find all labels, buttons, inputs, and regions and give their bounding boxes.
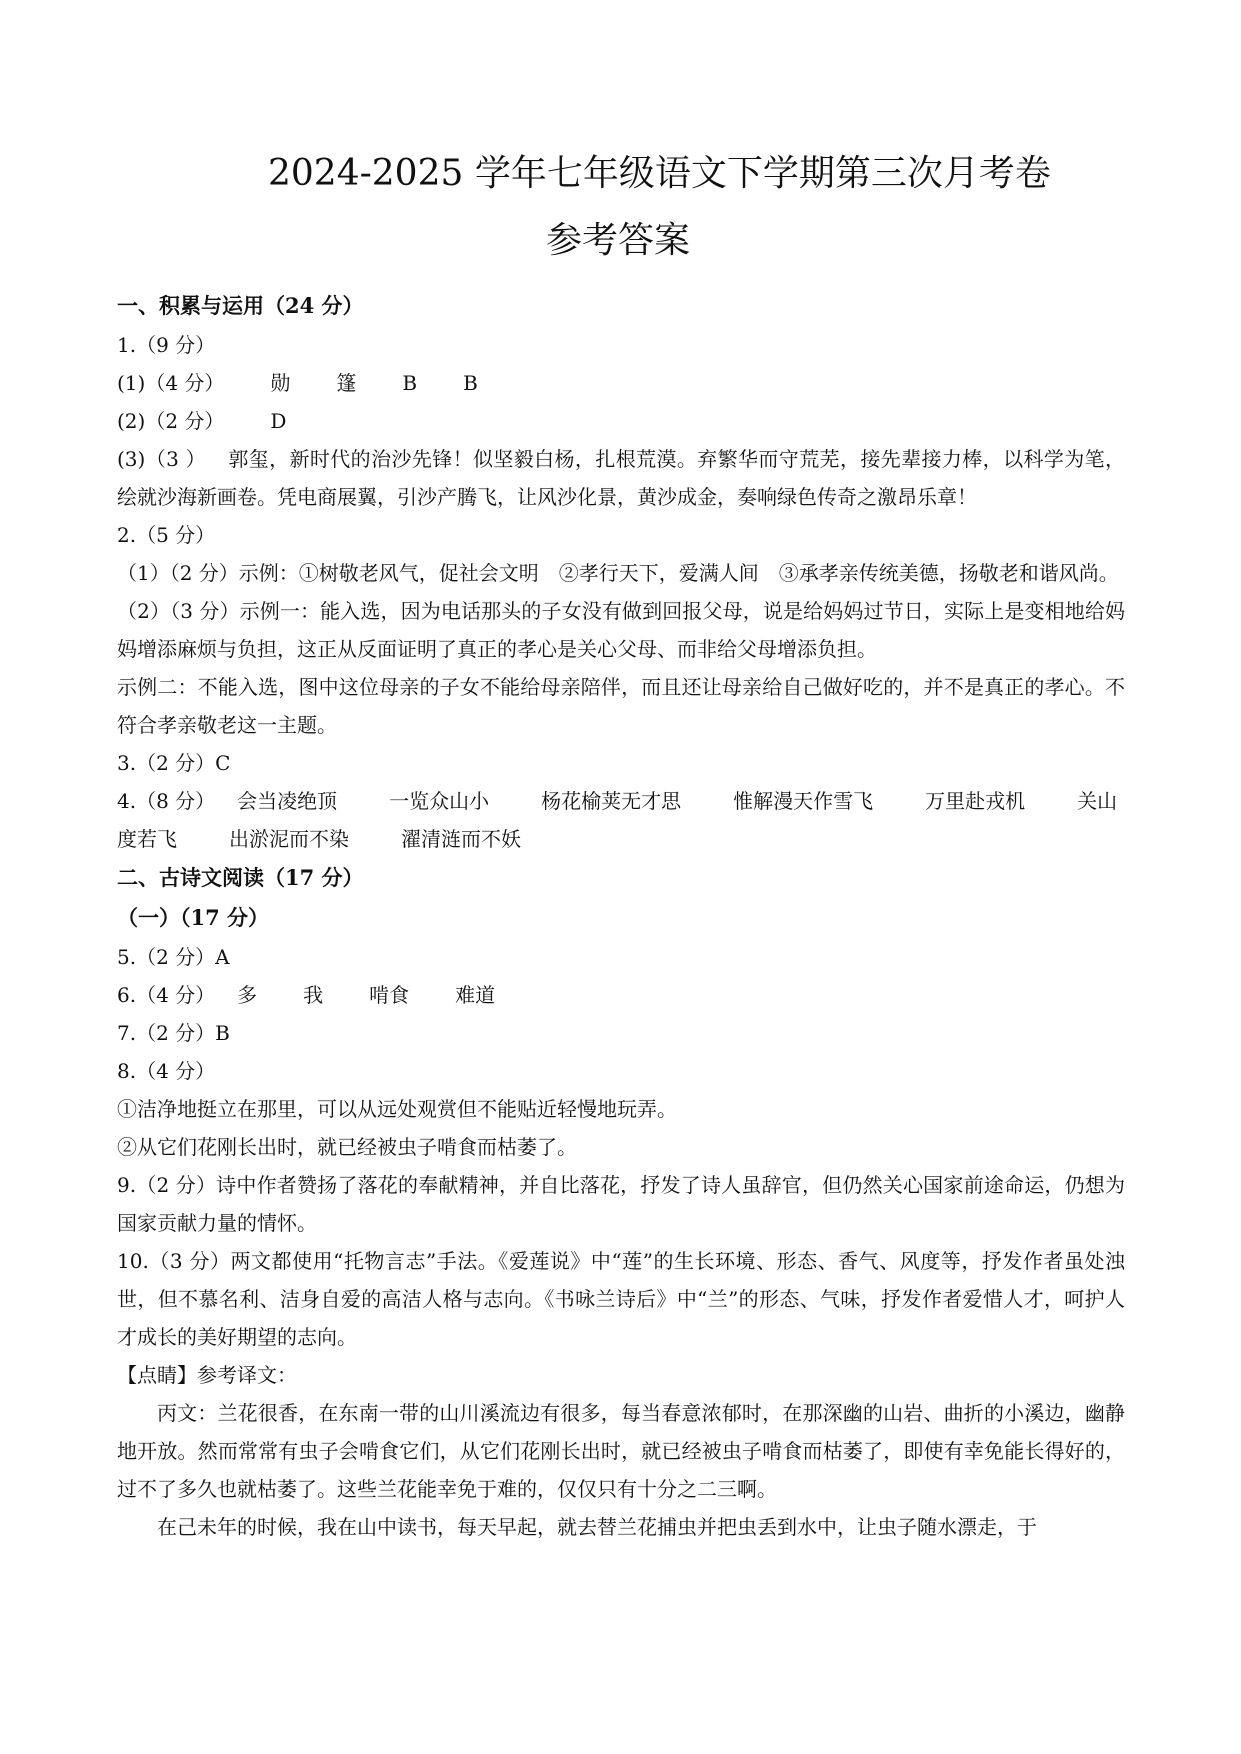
question-2-part-1: （1）（2 分）示例：①树敬老风气，促社会文明 ②孝行天下，爱满人间 ③承孝亲传统美德，扬敬老和谐风尚。 [117,561,1119,585]
question-3: 3.（2 分）C [117,751,231,775]
answer-item: 惟解漫天作雪飞 [733,789,874,813]
question-4 [117,782,1125,858]
part-label: (1)（4 分） [117,371,225,395]
question-8-answer-1: ①洁净地挺立在那里，可以从远处观赏但不能贴近轻慢地玩弄。 [117,1097,677,1121]
question-2-label: 2.（5 分） [117,523,216,547]
answer-item: 勋 [270,371,291,395]
question-7: 7.（2 分）B [117,1021,230,1045]
answer-item: 关山度若飞 [117,789,1118,851]
question-8-answer-2: ②从它们花刚长出时，就已经被虫子啃食而枯萎了。 [117,1135,577,1159]
section-heading-1: 一、积累与运用（24 分） [117,293,364,318]
answer-item: 难道 [455,983,496,1007]
answer-text: 郭玺，新时代的治沙先锋！似坚毅白杨，扎根荒漠。弃繁华而守荒芜，接先辈接力棒，以科学为笔，绘就沙海新画卷。凭电商展翼，引沙产腾飞，让风沙化景，黄沙成金，奏响绿色传奇之激昂乐章！ [117,447,1125,509]
question-label: 6.（4 分） [117,983,216,1007]
translation-paragraph-1: 丙文：兰花很香，在东南一带的山川溪流边有很多，每当春意浓郁时，在那深幽的山岩、曲折的小溪边，幽静地开放。然而常常有虫子会啃食它们，从它们花刚长出时，就已经被虫子啃食而枯萎了，即使有幸免能长得好的，过不了多久也就枯萎了。这些兰花能幸免于难的，仅仅只有十分之二三啊。 [117,1401,1125,1501]
answer-item: D [270,409,287,433]
answer-item: 多 [237,983,258,1007]
question-10: 10.（3 分）两文都使用“托物言志”手法。《爱莲说》中“莲”的生长环境、形态、香气、风度等，抒发作者虽处浊世，但不慕名利、洁身自爱的高洁人格与志向。《书咏兰诗后》中“兰”的形态、气味，抒发作者爱惜人才，呵护人才成长的美好期望的志向。 [117,1249,1125,1349]
question-label: 4.（8 分） [117,789,216,813]
answer-item: 出淤泥而不染 [229,827,349,851]
part-label: (2)（2 分） [117,409,225,433]
question-2-part-2: （2）（3 分）示例一：能入选，因为电话那头的子女没有做到回报父母，说是给妈妈过节日，实际上是变相地给妈妈增添麻烦与负担，这正从反面证明了真正的孝心是关心父母、而非给父母增添负担。 [117,599,1125,661]
question-9: 9.（2 分）诗中作者赞扬了落花的奉献精神，并自比落花，抒发了诗人虽辞官，但仍然关心国家前途命运，仍想为国家贡献力量的情怀。 [117,1173,1125,1235]
answer-item: 万里赴戎机 [925,789,1026,813]
translation-paragraph-2: 在己未年的时候，我在山中读书，每天早起，就去替兰花捕虫并把虫丢到水中，让虫子随水漂走，于 [157,1515,1037,1539]
question-1-part-2 [117,402,1125,440]
answer-item: B [402,371,418,395]
question-1-label: 1.（9 分） [117,333,216,357]
question-8-label: 8.（4 分） [117,1059,216,1083]
answer-item: 一览众山小 [389,789,490,813]
page-title: 2024-2025 学年七年级语文下学期第三次月考卷 [268,153,1051,194]
answer-item: 濯清涟而不妖 [401,827,521,851]
answer-item: 啃食 [369,983,410,1007]
answer-item: 篷 [336,371,357,395]
answer-item: B [463,371,478,395]
answer-item: 我 [303,983,324,1007]
question-6 [117,976,1125,1014]
question-1-part-3 [117,440,1125,516]
question-1-part-1 [117,364,1125,402]
part-label: (3)（3 ） [117,447,206,471]
question-2-part-3: 示例二：不能入选，图中这位母亲的子女不能给母亲陪伴，而且还让母亲给自己做好吃的，并不是真正的孝心。不符合孝亲敬老这一主题。 [117,675,1125,737]
answer-content [117,286,1125,1546]
sub-heading: （一）（17 分） [117,905,270,930]
page-subtitle: 参考答案 [546,220,691,261]
answer-item: 杨花榆荚无才思 [541,789,682,813]
section-heading-2: 二、古诗文阅读（17 分） [117,865,364,890]
answer-item: 会当凌绝顶 [237,789,338,813]
translation-tip: 【点睛】参考译文： [117,1363,297,1387]
question-5: 5.（2 分）A [117,945,230,969]
